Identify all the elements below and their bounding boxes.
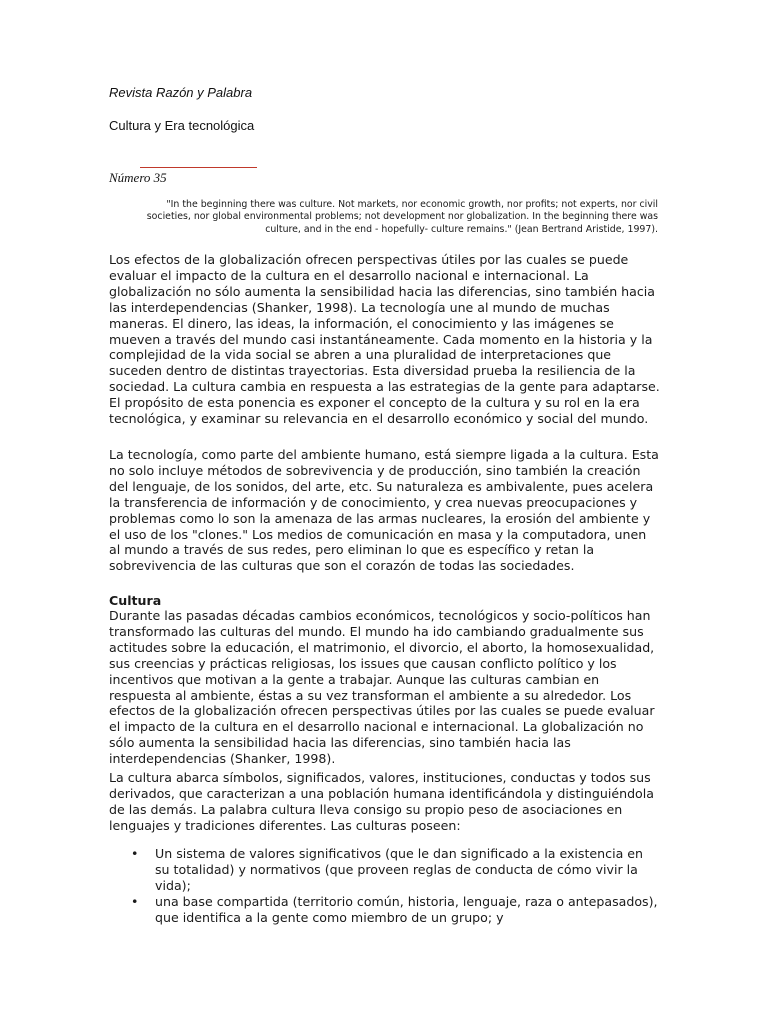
journal-name: Revista Razón y Palabra <box>109 85 253 100</box>
paragraph-cultura-cambios: Durante las pasadas décadas cambios económicos, tecnológicos y socio-políticos han transformado las culturas del mundo. El mundo ha ido cambiando gradualmente sus actitudes sobre la educación, el matrimonio, el divorcio, el aborto, la homosexualidad, sus creencias y prácticas religiosas, los issues que causan conflicto político y los incentivos que motivan a la gente a trabajar. Aunque las culturas cambian en respuesta al ambiente, éstas a su vez transforman el ambiente a su alrededor. Los efectos de la globalización ofrecen perspectivas útiles por las cuales se puede evaluar el impacto de la cultura en el desarrollo nacional e internacional. La globalización no sólo aumenta la sensibilidad hacia las diferencias, sino también hacia las interdependencias (Shanker, 1998). <box>109 608 655 767</box>
epigraph-quote: "In the beginning there was culture. Not markets, nor economic growth, nor profits; not experts, nor civil societies, nor global environmental problems; not development nor globalization. In the beginning there was culture, and in the end - hopefully- culture remains." (Jean Bertrand Aristide, 1997). <box>146 199 658 235</box>
bullet-icon: • <box>131 893 139 909</box>
cultures-list <box>109 846 661 926</box>
list-item-text: una base compartida (territorio común, historia, lenguaje, raza o antepasados), que identifica a la gente como miembro de un grupo; y <box>155 893 658 925</box>
list-item-text: Un sistema de valores significativos (que le dan significado a la existencia en su totalidad) y normativos (que proveen reglas de conducta de cómo vivir la vida); <box>155 846 644 893</box>
paragraph-globalizacion: Los efectos de la globalización ofrecen perspectivas útiles por las cuales se puede evaluar el impacto de la cultura en el desarrollo nacional e internacional. La globalización no sólo aumenta la sensibilidad hacia las diferencias, sino también hacia las interdependencias (Shanker, 1998). La tecnología une al mundo de muchas maneras. El dinero, las ideas, la información, el conocimiento y las imágenes se mueven a través del mundo casi instantáneamente. Cada momento en la historia y la complejidad de la vida social se abren a una pluralidad de interpretaciones que suceden dentro de distintas trayectorias. Esta diversidad prueba la resiliencia de la sociedad. La cultura cambia en respuesta a las estrategias de la gente para adaptarse. El propósito de esta ponencia es exponer el concepto de la cultura y su rol en la era tecnológica, y examinar su relevancia en el desarrollo económico y social del mundo. <box>109 252 660 427</box>
paragraph-tecnologia: La tecnología, como parte del ambiente humano, está siempre ligada a la cultura. Esta no solo incluye métodos de sobrevivencia y de producción, sino también la creación del lenguaje, de los sonidos, del arte, etc. Su naturaleza es ambivalente, pues acelera la transferencia de información y de conocimiento, y crea nuevas preocupaciones y problemas como lo son la amenaza de las armas nucleares, la erosión del ambiente y el uso de los "clones." Los medios de comunicación en masa y la computadora, unen al mundo a través de sus redes, pero eliminan lo que es específico y retan la sobrevivencia de las culturas que son el corazón de todas las sociedades. <box>109 447 659 574</box>
paragraph-cultura-definicion: La cultura abarca símbolos, significados, valores, instituciones, conductas y todos sus derivados, que caracterizan a una población humana identificándola y distinguiéndola de las demás. La palabra cultura lleva consigo su propio peso de asociaciones en lenguajes y tradiciones diferentes. Las culturas poseen: <box>109 770 654 833</box>
bullet-icon: • <box>131 846 139 861</box>
issue-divider <box>140 167 257 168</box>
document-title: Cultura y Era tecnológica <box>109 118 255 133</box>
issue-number: Número 35 <box>109 170 167 185</box>
list-item <box>109 894 661 926</box>
list-item <box>109 846 661 894</box>
section-heading-cultura: Cultura <box>109 593 162 608</box>
